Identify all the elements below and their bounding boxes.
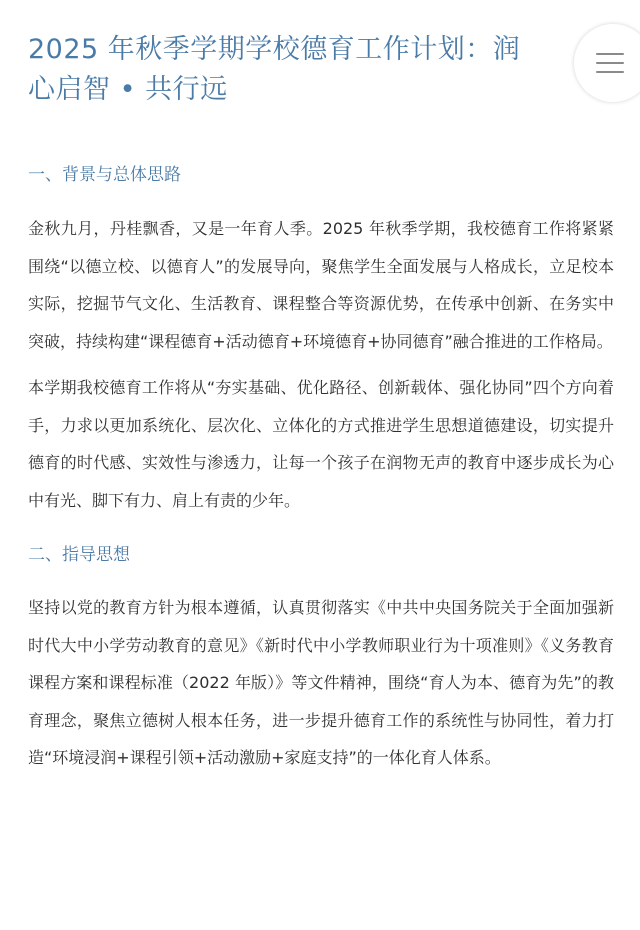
paragraph-background-1: 金秋九月，丹桂飘香，又是一年育人季。2025 年秋季学期，我校德育工作将紧紧围绕“以德立校、以德育人”的发展导向，聚焦学生全面发展与人格成长，立足校本实际，挖掘节气文化、生活教育、课程整合等资源优势，在传承中创新、在务实中突破，持续构建“课程德育+活动德育+环境德育+协同德育”融合推进的工作格局。: [28, 219, 614, 351]
section-heading-background: 一、背景与总体思路: [28, 165, 181, 185]
section-heading-guiding-ideology: 二、指导思想: [28, 545, 130, 565]
article-title: 2025 年秋季学期学校德育工作计划：润心启智 • 共行远: [28, 34, 521, 105]
hamburger-menu-icon: [596, 52, 624, 74]
paragraph-background-2: 本学期我校德育工作将从“夯实基础、优化路径、创新载体、强化协同”四个方向着手，力求以更加系统化、层次化、立体化的方式推进学生思想道德建设，切实提升德育的时代感、实效性与渗透力，让每一个孩子在润物无声的教育中逐步成长为心中有光、脚下有力、肩上有责的少年。: [28, 378, 614, 510]
paragraph-guiding-ideology: 坚持以党的教育方针为根本遵循，认真贯彻落实《中共中央国务院关于全面加强新时代大中小学劳动教育的意见》《新时代中小学教师职业行为十项准则》《义务教育课程方案和课程标准（2022 年版）》等文件精神，围绕“育人为本、德育为先”的教育理念，聚焦立德树人根本任务，进一步提升德育工作的系统性与协同性，着力打造“环境浸润+课程引领+活动激励+家庭支持”的一体化育人体系。: [28, 598, 614, 767]
